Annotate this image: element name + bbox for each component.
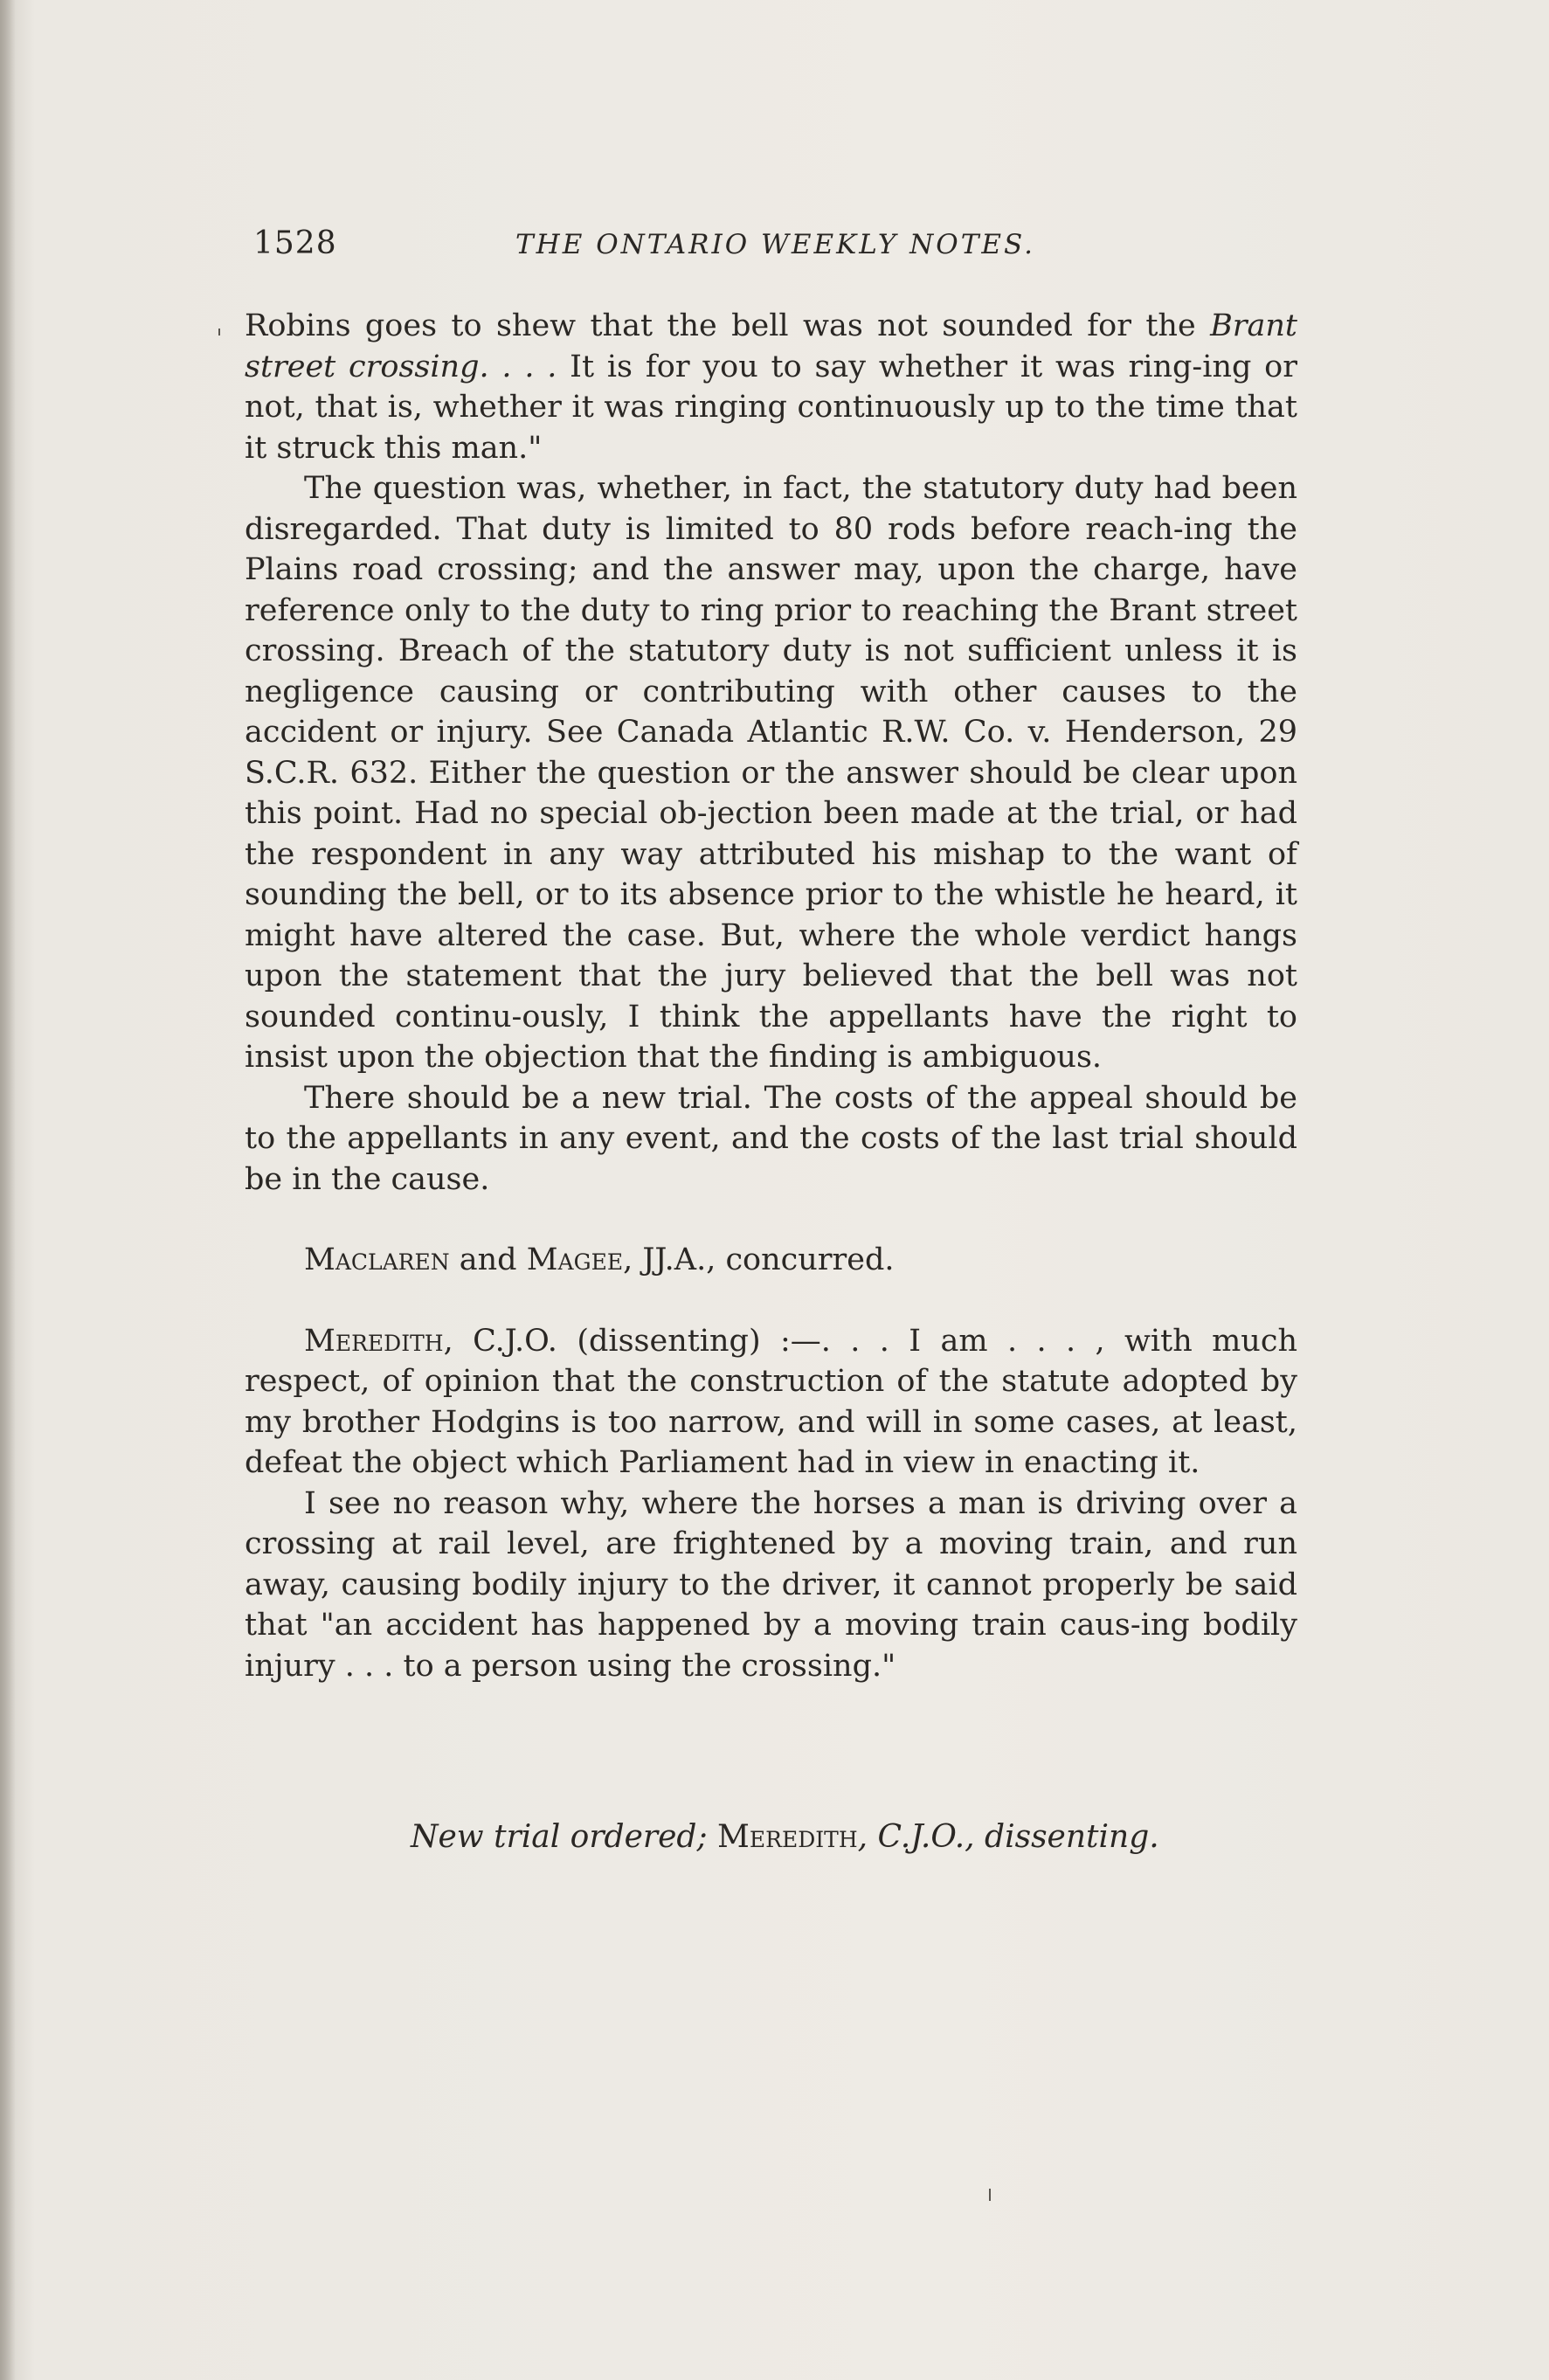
body-text — [245, 306, 1297, 1686]
concurrence-line — [245, 1240, 1297, 1281]
paragraph-1-text-a: Robins goes to shew that the bell was not sounded for the — [245, 308, 1211, 343]
paragraph-6: I see no reason why, where the horses a man is driving over a crossing at rail level, are frightened by a moving train, and run away, causing bodily injury to the driver, it cannot properly be said that "an accident has happened by a moving train caus-ing bodily injury . . . to a person using the crossing." — [245, 1485, 1297, 1684]
verdict-text-a: New trial ordered; — [411, 1819, 718, 1855]
dissent-text: , C.J.O. (dissenting) :—. . . I am . . . , with much respect, of opinion that the construction of the statute adopted by my brother Hodgins is too narrow, and will in some cases, at least, defeat the object which Parliament had in view in enacting it. — [245, 1323, 1297, 1480]
binding-shadow — [0, 0, 16, 2380]
print-mark — [989, 2189, 991, 2201]
concurrence-text: , JJ.A., concurred. — [623, 1242, 895, 1277]
margin-mark — [218, 329, 220, 336]
judge-name-meredith: Meredith — [304, 1323, 444, 1359]
judge-name-maclaren: Maclaren — [304, 1242, 450, 1277]
verdict-dissenting: dissenting. — [985, 1819, 1159, 1855]
concurrence-and: and — [449, 1242, 527, 1277]
verdict-judge-name: Meredith — [717, 1819, 858, 1855]
paragraph-3: There should be a new trial. The costs of the appeal should be to the appellants in any event, and the costs of the last trial should be in the cause. — [245, 1080, 1297, 1197]
paragraph-1 — [245, 306, 1297, 468]
page-header — [253, 225, 1302, 269]
paragraph-dissent — [245, 1321, 1297, 1484]
verdict-line — [411, 1819, 1310, 1855]
running-title: THE ONTARIO WEEKLY NOTES. — [515, 229, 1035, 260]
page-number: 1528 — [253, 225, 337, 261]
judge-name-magee: Magee — [526, 1242, 624, 1277]
paragraph-1-text-c: It is for you to say whether it was ring-ing or not, that is, whether it was ringing continuously up to the time that it struck this man." — [245, 349, 1297, 466]
verdict-text-b: , C.J.O., — [857, 1819, 985, 1855]
paragraph-2: The question was, whether, in fact, the statutory duty had been disregarded. That duty is limited to 80 rods before reach-ing the Plains road crossing; and the answer may, upon the charge, have reference only to the duty to ring prior to reaching the Brant street crossing. Breach of the statutory duty is not sufficient unless it is negligence causing or contributing with other causes to the accident or injury. See Canada Atlantic R.W. Co. v. Henderson, 29 S.C.R. 632. Either the question or the answer should be clear upon this point. Had no special ob-jection been made at the trial, or had the respondent in any way attributed his mishap to the want of sounding the bell, or to its absence prior to the whistle he heard, it might have altered the case. But, where the whole verdict hangs upon the statement that the jury believed that the bell was not sounded continu-ously, I think the appellants have the right to insist upon the objection that the finding is ambiguous. — [245, 471, 1297, 1075]
paragraph-1-italic: Brant street crossing. . . . — [245, 308, 1297, 384]
